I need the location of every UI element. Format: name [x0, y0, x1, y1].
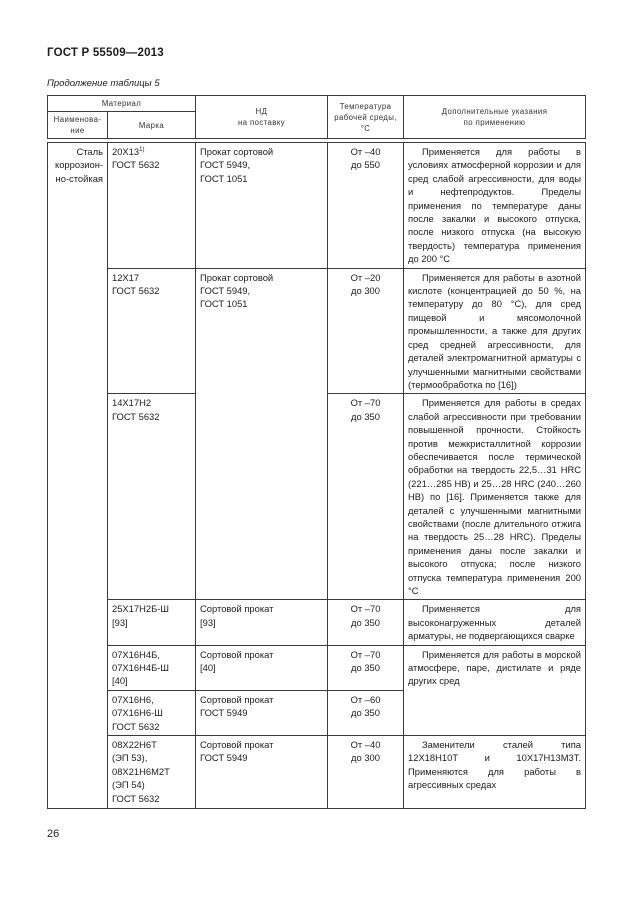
header-nd: НД на поставку	[196, 96, 328, 139]
temperature-cell: От –20 до 300	[328, 268, 404, 394]
notes-text: Применяется для работы в средах слабой агрессивности при требовании повышенной прочности. Стойкость против межкристаллитной коррозии обеспечивается после термической обработки на твердость 22,5…31 HRC (221…285 HB) и 25…28 HRC (240…260 HB) по [16]. Применяется также для деталей с улучшенными магнитными свойствами (после длительного отжига на твердость 25…28 HRC). Пределы применения даны после закалки и высокого отпуска; после низкого отпуска температура применения 200 °С	[408, 397, 582, 596]
notes-cell	[404, 645, 586, 735]
page-number: 26	[47, 828, 60, 840]
header-grade: Марка	[108, 112, 196, 139]
table-row	[48, 143, 586, 269]
temperature-cell: От –70 до 350	[328, 645, 404, 690]
grade-standard: ГОСТ 5632	[112, 159, 160, 171]
material-name: Сталь коррозион- но-стойкая	[48, 143, 108, 809]
nd-cell: Сортовой прокат [93]	[196, 600, 328, 645]
notes-cell	[404, 600, 586, 645]
temperature-cell: От –40 до 550	[328, 143, 404, 269]
grade-cell: 07Х16Н6, 07Х16Н6-Ш ГОСТ 5632	[108, 690, 196, 735]
notes-text: Применяется для высоконагруженных деталей арматуры, не подвергающихся сварке	[408, 603, 582, 642]
header-temperature: Температура рабочей среды, °С	[328, 96, 404, 139]
table-caption: Продолжение таблицы 5	[47, 78, 160, 89]
grade-cell: 07Х16Н4Б, 07Х16Н4Б-Ш [40]	[108, 645, 196, 690]
footnote-marker: 1)	[139, 146, 145, 153]
notes-cell	[404, 268, 586, 394]
header-name: Наименова- ние	[48, 112, 108, 139]
header-notes: Дополнительные указания по применению	[404, 96, 586, 139]
grade-cell: 25Х17Н2Б-Ш [93]	[108, 600, 196, 645]
notes-text: Применяется для работы в азотной кислоте (концентрацией до 50 %, на температуру до 80 °С), для сред пищевой и мясомолочной промышленности, а также для других сред средней агрессивности, для деталей электромагнитной арматуры с улучшенными магнитными свойствами (термообработка по [16])	[408, 271, 582, 390]
nd-cell: Прокат сортовой ГОСТ 5949, ГОСТ 1051	[196, 143, 328, 269]
notes-cell	[404, 143, 586, 269]
temperature-cell: От –70 до 350	[328, 394, 404, 600]
notes-text: Применяется для работы в морской атмосфере, паре, дистилате и ряде других сред	[408, 648, 582, 687]
header-material: Материал	[48, 96, 196, 112]
table-row	[48, 736, 586, 809]
grade-cell: 12Х17 ГОСТ 5632	[108, 268, 196, 394]
notes-text: Заменители сталей типа 12Х18Н10Т и 10Х17Н13М3Т. Применяются для работы в агрессивных средах	[408, 739, 582, 791]
table-row	[48, 600, 586, 645]
table-row	[48, 645, 586, 690]
temperature-cell: От –60 до 350	[328, 690, 404, 735]
nd-cell: Сортовой прокат [40]	[196, 645, 328, 690]
document-header: ГОСТ Р 55509—2013	[47, 47, 164, 59]
table-row	[48, 268, 586, 394]
notes-text: Применяется для работы в условиях атмосферной коррозии и для сред слабой агрессивности, для воды и нефтепродуктов. Пределы применения по температуре даны после закалки и высокого отпуска, после низкого отпуска (на высокую твердость) температура применения до 200 °С	[408, 146, 582, 265]
temperature-cell: От –40 до 300	[328, 736, 404, 809]
nd-cell: Прокат сортовой ГОСТ 5949, ГОСТ 1051	[196, 268, 328, 600]
notes-cell	[404, 736, 586, 809]
grade-cell: 14Х17Н2 ГОСТ 5632	[108, 394, 196, 600]
grade-cell: 08Х22Н6Т (ЭП 53), 08Х21Н6М2Т (ЭП 54) ГОСТ 5632	[108, 736, 196, 809]
steel-materials-table	[47, 95, 586, 809]
nd-cell: Сортовой прокат ГОСТ 5949	[196, 736, 328, 809]
grade-cell	[108, 143, 196, 269]
temperature-cell: От –70 до 350	[328, 600, 404, 645]
notes-cell	[404, 394, 586, 600]
grade-text: 20Х13	[112, 146, 140, 157]
nd-cell: Сортовой прокат ГОСТ 5949	[196, 690, 328, 735]
